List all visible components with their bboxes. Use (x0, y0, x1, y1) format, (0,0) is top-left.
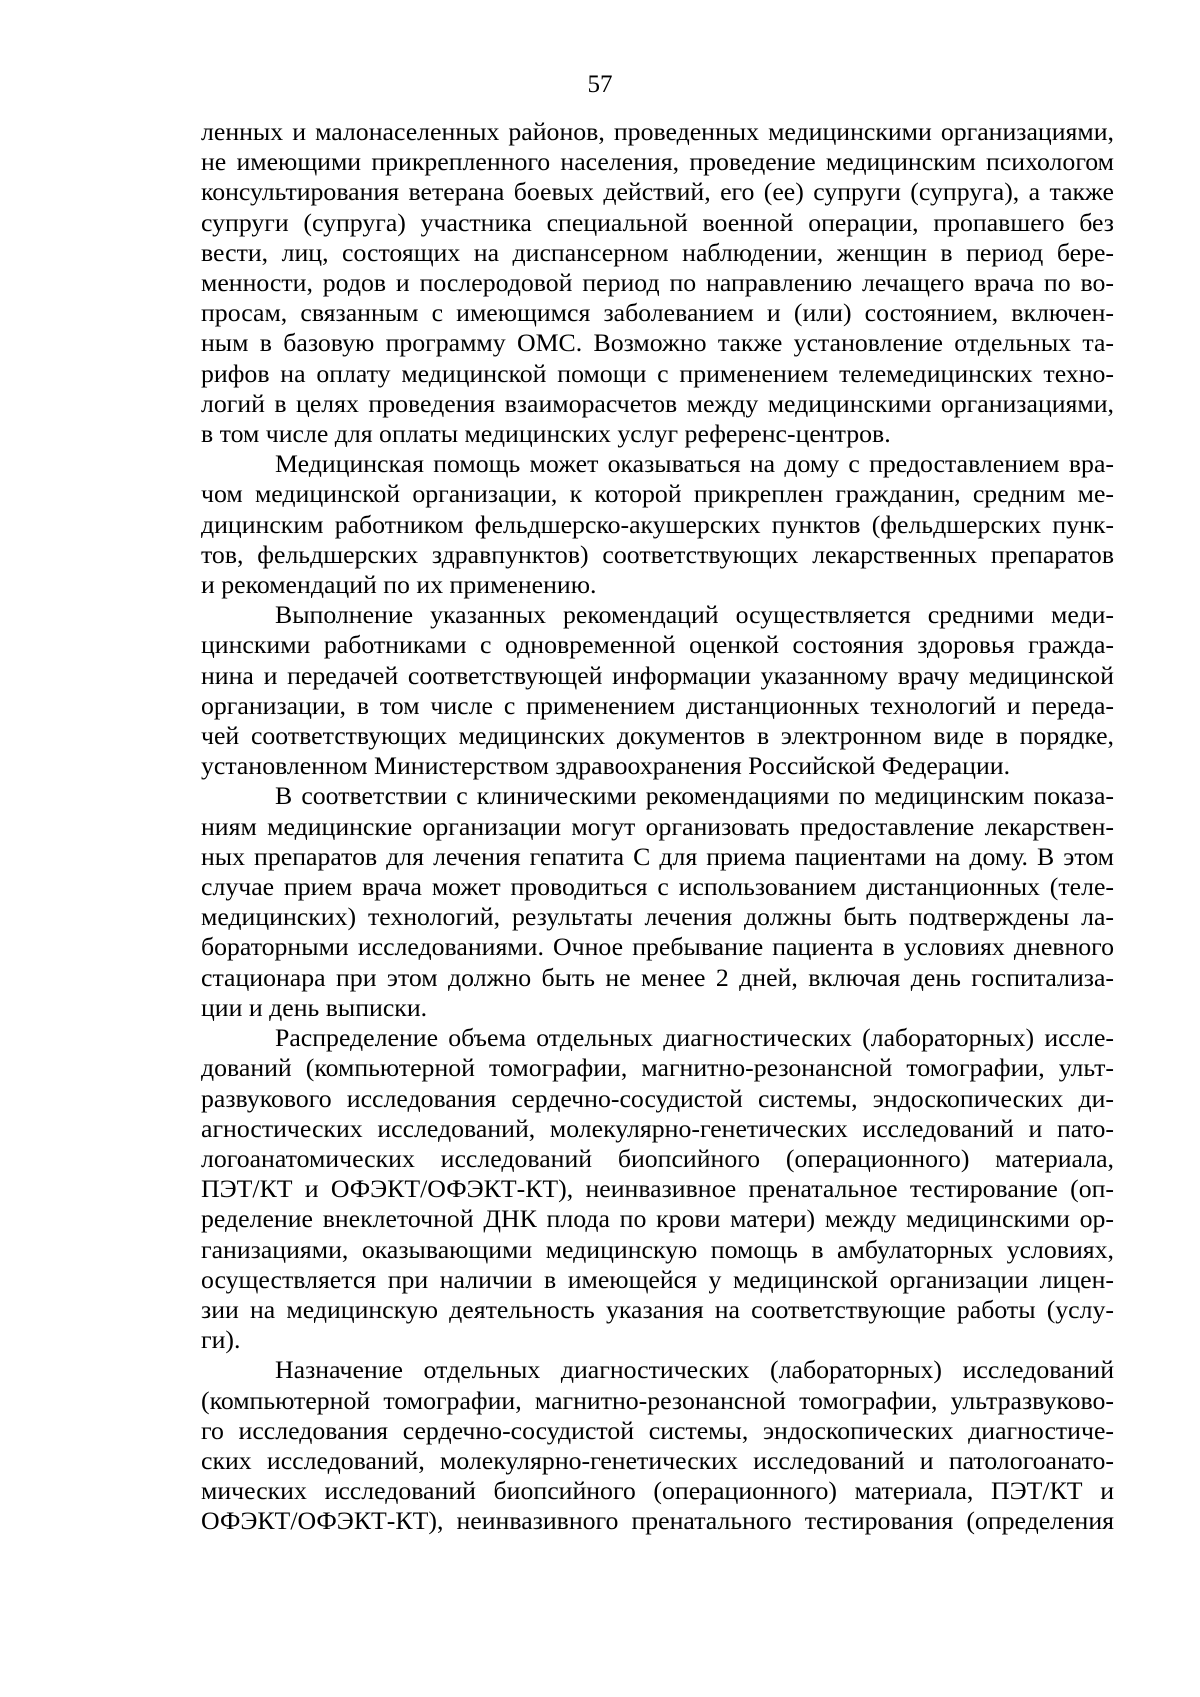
text-line: случае прием врача может проводиться с использованием дистанционных (теле- (201, 872, 1114, 902)
text-line: ниям медицинские организации могут организовать предоставление лекарствен- (201, 811, 1114, 841)
text-line: Медицинская помощь может оказываться на дому с предоставлением вра- (275, 449, 1114, 479)
document-body (201, 117, 1114, 1537)
text-line: ских исследований, молекулярно-генетических исследований и патологоанато- (201, 1445, 1114, 1475)
text-line: (компьютерной томографии, магнитно-резонансной томографии, ультразвуково- (201, 1385, 1114, 1415)
text-line: Выполнение указанных рекомендаций осуществляется средними меди- (275, 600, 1114, 630)
paragraph (201, 1355, 1114, 1536)
text-line: логоанатомических исследований биопсийного (операционного) материала, (201, 1143, 1114, 1173)
text-line: Распределение объема отдельных диагностических (лабораторных) иссле- (275, 1023, 1114, 1053)
text-line: ределение внеклеточной ДНК плода по крови матери) между медицинскими ор- (201, 1204, 1114, 1234)
text-line: нина и передачей соответствующей информации указанному врачу медицинской (201, 660, 1114, 690)
text-line: Назначение отдельных диагностических (лабораторных) исследований (275, 1355, 1114, 1385)
text-line: ганизациями, оказывающими медицинскую помощь в амбулаторных условиях, (201, 1234, 1114, 1264)
text-line: В соответствии с клиническими рекомендациями по медицинским показа- (275, 781, 1114, 811)
text-line: консультирования ветерана боевых действий, его (ее) супруги (супруга), а также (201, 177, 1114, 207)
text-line: ги). (201, 1325, 241, 1355)
text-line: агностических исследований, молекулярно-генетических исследований и пато- (201, 1113, 1114, 1143)
text-line: бораторными исследованиями. Очное пребывание пациента в условиях дневного (201, 932, 1114, 962)
paragraph (201, 117, 1114, 449)
text-line: и рекомендаций по их применению. (201, 570, 597, 600)
text-line: не имеющими прикрепленного населения, проведение медицинским психологом (201, 147, 1114, 177)
text-line: в том числе для оплаты медицинских услуг референс-центров. (201, 419, 891, 449)
text-line: вести, лиц, состоящих на диспансерном наблюдении, женщин в период бере- (201, 237, 1114, 267)
text-line: ции и день выписки. (201, 992, 428, 1022)
text-line: установленном Министерством здравоохранения Российской Федерации. (201, 751, 1011, 781)
text-line: ПЭТ/КТ и ОФЭКТ/ОФЭКТ-КТ), неинвазивное пренатальное тестирование (оп- (201, 1174, 1114, 1204)
text-line: ленных и малонаселенных районов, проведенных медицинскими организациями, (201, 117, 1114, 146)
text-line: рифов на оплату медицинской помощи с применением телемедицинских техно- (201, 358, 1114, 388)
text-line: дований (компьютерной томографии, магнитно-резонансной томографии, ульт- (201, 1053, 1114, 1083)
text-line: медицинских) технологий, результаты лечения должны быть подтверждены ла- (201, 902, 1114, 932)
text-line: тов, фельдшерских здравпунктов) соответствующих лекарственных препаратов (201, 539, 1114, 569)
text-line: менности, родов и послеродовой период по направлению лечащего врача по во- (201, 268, 1114, 298)
text-line: го исследования сердечно-сосудистой системы, эндоскопических диагностиче- (201, 1415, 1114, 1445)
text-line: логий в целях проведения взаиморасчетов между медицинскими организациями, (201, 388, 1114, 418)
text-line: осуществляется при наличии в имеющейся у медицинской организации лицен- (201, 1264, 1114, 1294)
text-line: чей соответствующих медицинских документов в электронном виде в порядке, (201, 721, 1114, 751)
paragraph (201, 781, 1114, 1023)
text-line: супруги (супруга) участника специальной военной операции, пропавшего без (201, 207, 1114, 237)
text-line: стационара при этом должно быть не менее 2 дней, включая день госпитализа- (201, 962, 1114, 992)
text-line: чом медицинской организации, к которой прикреплен гражданин, средним ме- (201, 479, 1114, 509)
text-line: организации, в том числе с применением дистанционных технологий и переда- (201, 690, 1114, 720)
text-line: развукового исследования сердечно-сосудистой системы, эндоскопических ди- (201, 1083, 1114, 1113)
text-line: дицинским работником фельдшерско-акушерских пунктов (фельдшерских пунк- (201, 509, 1114, 539)
text-line: мических исследований биопсийного (операционного) материала, ПЭТ/КТ и (201, 1476, 1114, 1506)
text-line: ным в базовую программу ОМС. Возможно также установление отдельных та- (201, 328, 1114, 358)
text-line: зии на медицинскую деятельность указания на соответствующие работы (услу- (201, 1294, 1114, 1324)
paragraph (201, 449, 1114, 600)
paragraph (201, 1023, 1114, 1355)
text-line: ных препаратов для лечения гепатита С для приема пациентами на дому. В этом (201, 841, 1114, 871)
text-line: ОФЭКТ/ОФЭКТ-КТ), неинвазивного пренатального тестирования (определения (201, 1506, 1114, 1536)
paragraph (201, 600, 1114, 781)
text-line: просам, связанным с имеющимся заболеванием и (или) состоянием, включен- (201, 298, 1114, 328)
page-number: 57 (587, 71, 613, 98)
text-line: цинскими работниками с одновременной оценкой состояния здоровья гражда- (201, 630, 1114, 660)
